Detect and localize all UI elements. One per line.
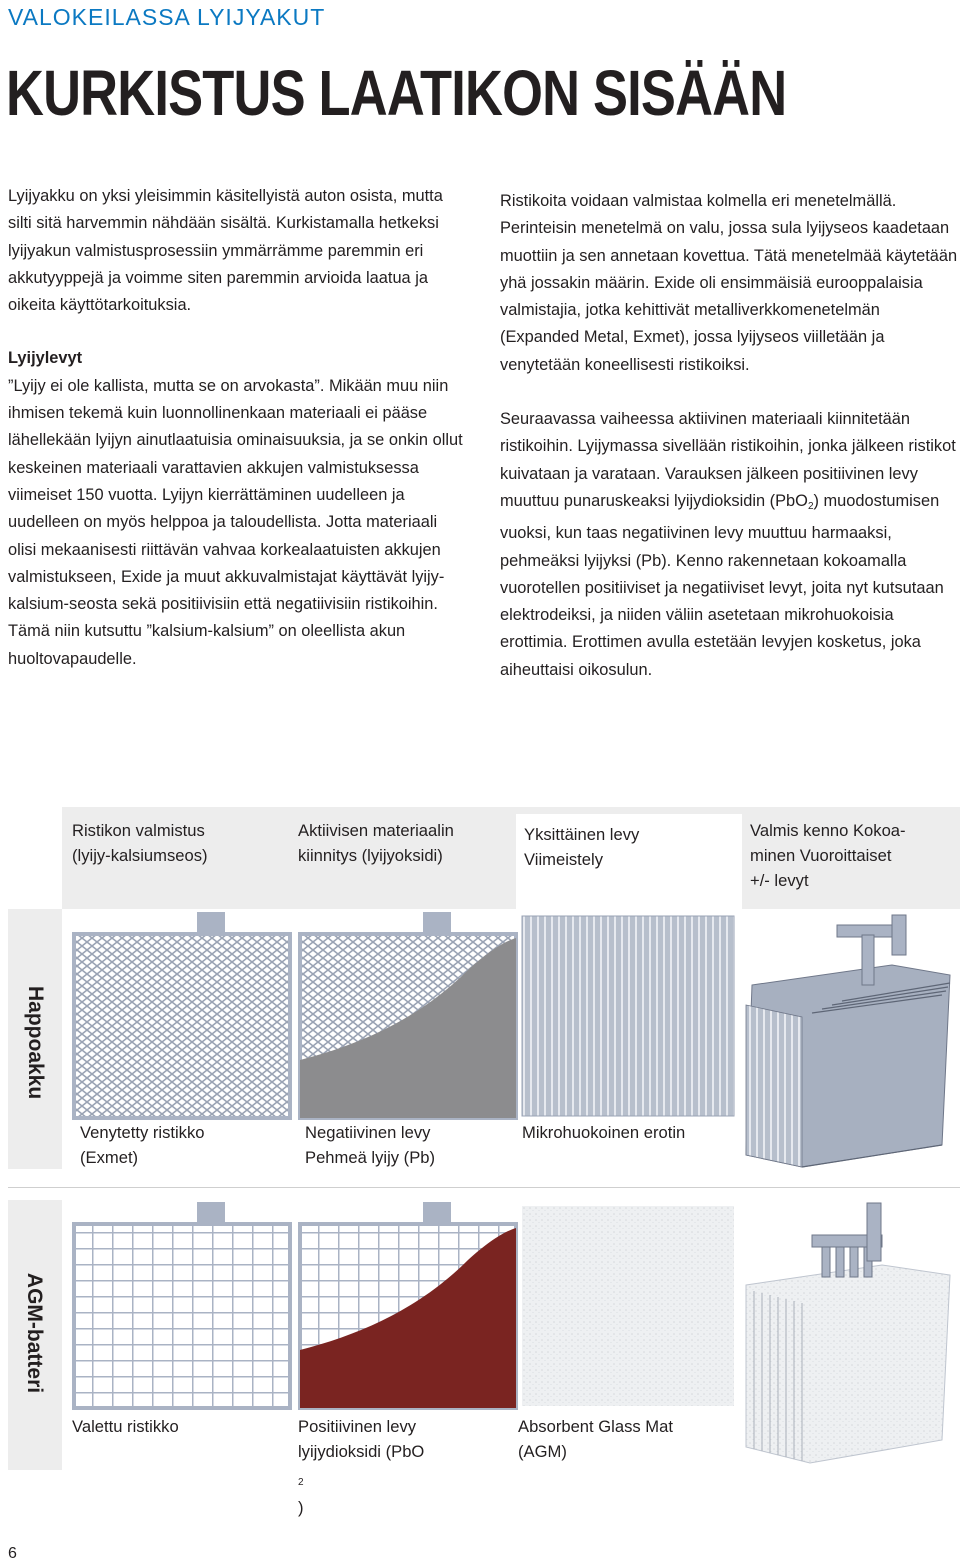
page-number: 6 bbox=[8, 1545, 17, 1562]
right-column bbox=[500, 188, 960, 684]
body-paragraph: ”Lyijy ei ole kallista, mutta se on arvokasta”. Mikään muu niin ihmisen tekemä kuin luonnollinenkaan materiaali ei pääse lähellekään lyijyn ainutlaatuisia ominaisuuksia, ja se onkin ollut keskeinen materiaali varattavien akkujen valmistuksessa viimeiset 150 vuotta. Lyijyn kierrättäminen uudelleen ja uudelleen on myös helppoa ja taloudellista. Jotta materiaali olisi mekaanisesti riittävän vahvaa korkealaatuisten akkujen valmistukseen, Exide ja muut akkuvalmistajat käyttävät lyijy-kalsium-seosta sekä positiivisiin että negatiivisiin ristikoihin. Tämä niin kutsuttu ”kalsium-kalsium” on oleellista akun huoltovapaudelle. bbox=[8, 376, 463, 668]
subscript-2: 2 bbox=[807, 500, 814, 512]
para2-end: ) muodostumisen vuoksi, kun taas negatiivinen levy muuttuu harmaaksi, pehmeäksi lyijyksi (Pb). Kenno rakennetaan kokoamalla vuorotellen positiiviset ja negatiiviset levyt, joita nyt kutsutaan elektrodeiksi, ja niiden väliin asetetaan mikrohuokoisia erottimia. Erottimen avulla estetään levyjen kosketus, joka aiheuttaisi oikosulun. bbox=[500, 491, 944, 679]
cast-grid-illustration bbox=[72, 1200, 292, 1410]
caption-separator: Mikrohuokoinen erotin bbox=[522, 1123, 686, 1142]
caption-negative-plate: Negatiivinen levy Pehmeä lyijy (Pb) bbox=[305, 1123, 436, 1167]
row-label-agm: AGM-batteri bbox=[23, 1272, 46, 1394]
expanded-grid-illustration bbox=[72, 910, 292, 1120]
column-header-finished-cell: Valmis kenno Kokoa- minen Vuoroittaiset +/- levyt bbox=[750, 821, 906, 890]
separator-illustration bbox=[516, 910, 742, 1120]
caption-agm: Absorbent Glass Mat (AGM) bbox=[518, 1417, 673, 1461]
finished-cell-illustration-1 bbox=[742, 905, 960, 1175]
subheading-lyijylevyt: Lyijylevyt bbox=[8, 349, 83, 368]
caption-positive-plate: Positiivinen levy lyijydioksidi (PbO $_2$ ) bbox=[298, 1417, 425, 1517]
grid-methods-paragraph: Ristikoita voidaan valmistaa kolmella eri menetelmällä. Perinteisin menetelmä on valu, jossa sula lyijyseos kaadetaan muottiin ja sen annetaan kovettua. Tätä menetelmää käytetään yhä jossakin määrin. Exide oli ensimmäisiä eurooppalaisia valmistajia, jotka kehittivät metalliverkkomenetelmän (Expanded Metal, Exmet), jossa lyijyseos viilletään ja venytetään koneellisesti ristikoiksi. bbox=[500, 192, 958, 374]
column-header-active-material: Aktiivisen materiaalin kiinnitys (lyijyoksidi) bbox=[298, 821, 454, 865]
positive-plate-illustration bbox=[298, 1200, 518, 1410]
row-divider bbox=[8, 1187, 960, 1188]
negative-plate-illustration bbox=[298, 910, 518, 1120]
caption-expanded-grid: Venytetty ristikko (Exmet) bbox=[80, 1123, 205, 1167]
row-label-happoakku: Happoakku bbox=[24, 986, 47, 1100]
left-column bbox=[8, 183, 463, 673]
active-material-paragraph bbox=[500, 406, 960, 684]
page-title: KURKISTUS LAATIKON SISÄÄN bbox=[6, 57, 787, 129]
column-header-single-plate: Yksittäinen levy Viimeistely bbox=[516, 814, 742, 909]
finished-cell-illustration-2 bbox=[742, 1195, 960, 1470]
column-header-grid: Ristikon valmistus (lyijy-kalsiumseos) bbox=[72, 821, 208, 865]
agm-mat-illustration bbox=[516, 1200, 742, 1410]
caption-cast-grid: Valettu ristikko bbox=[72, 1417, 179, 1436]
intro-paragraph: Lyijyakku on yksi yleisimmin käsitellyistä auton osista, mutta silti sitä harvemmin nähdään sisältä. Kurkistamalla hetkeksi lyijyakun valmistusprosessiin ymmärrämme paremmin eri akkutyyppejä ja voimme siten paremmin arvioida laatua ja oikeita käyttötarkoituksia. bbox=[8, 187, 443, 315]
section-kicker: VALOKEILASSA LYIJYAKUT bbox=[8, 4, 326, 30]
para2-start: Seuraavassa vaiheessa aktiivinen materiaali kiinnitetään ristikoihin. Lyijymassa sivellään ristikoihin, jonka jälkeen ristikot kuivataan ja varataan. Varauksen jälkeen positiivinen levy muuttuu punaruskeaksi lyijydioksidin (PbO bbox=[500, 410, 956, 510]
